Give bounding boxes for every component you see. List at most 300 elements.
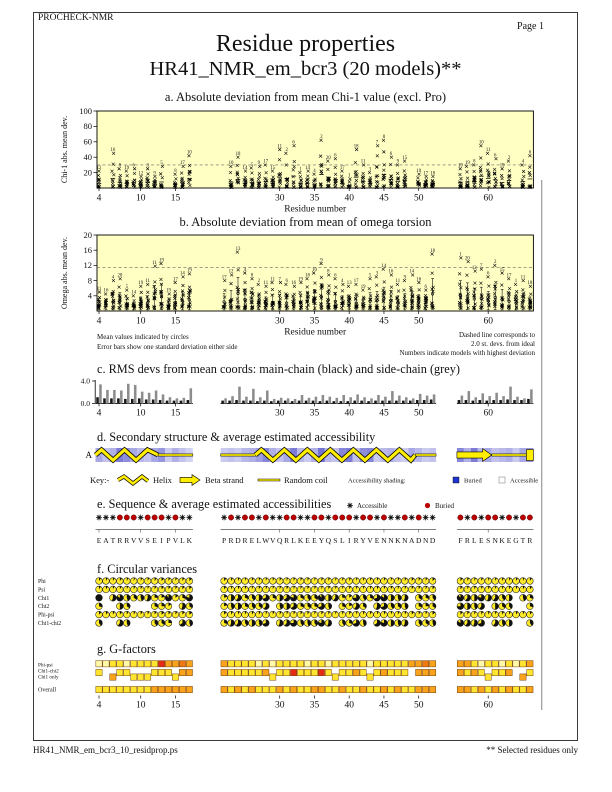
rms-bars-res49 [409, 398, 415, 403]
max-model-number: 19 [124, 165, 130, 171]
buried-symbol-res50 [416, 515, 421, 520]
max-model-number: 17 [423, 171, 429, 177]
sequence-letter-res61: N [492, 536, 498, 545]
max-model-number: 8 [382, 135, 386, 141]
rms-bars-res24 [235, 387, 241, 404]
cv-circles-res4 [96, 578, 103, 627]
cv-circles-res35 [311, 578, 318, 627]
g-squares-res5 [103, 661, 109, 693]
rms-bars-res6 [110, 390, 116, 403]
max-model-number: 18 [305, 273, 310, 279]
g-squares-res66 [527, 661, 533, 693]
max-model-number: 16 [388, 269, 394, 275]
accessible-symbol-res10 [138, 515, 144, 521]
random-coil [158, 454, 193, 456]
sequence-letter-res4: E [96, 536, 102, 545]
svg-text:60: 60 [483, 700, 493, 711]
key-shading-label: Accessibility shading: [348, 477, 406, 485]
cv-circles-res56 [457, 578, 464, 627]
max-model-number: 11 [270, 277, 276, 283]
rms-bars-res59 [479, 393, 485, 403]
buried-symbol-res31 [284, 515, 289, 520]
max-model-number: 19 [159, 258, 164, 264]
max-model-number: 3 [146, 163, 149, 169]
g-squares-res42 [360, 661, 366, 693]
buried-symbol-res7 [117, 515, 122, 520]
accessible-symbol-res47 [395, 515, 401, 521]
rms-bars-res28 [263, 391, 269, 404]
rms-bars-res29 [270, 399, 276, 403]
accessible-symbol-res6 [110, 515, 116, 521]
max-model-number: 6 [334, 273, 337, 279]
sequence-letter-res9: V [131, 536, 137, 545]
g-squares-res38 [332, 661, 338, 693]
g-squares-res46 [388, 661, 394, 693]
svg-text:4: 4 [96, 700, 102, 711]
max-model-number: 4 [243, 267, 247, 273]
svg-text:50: 50 [413, 316, 424, 327]
accessible-symbol-res37 [325, 515, 331, 521]
accessible-symbol-res24 [235, 515, 241, 521]
g-row-label-chi1chi2: Chi1-chi2 [38, 668, 59, 675]
max-model-number: 3 [375, 271, 379, 277]
max-model-number: 17 [221, 275, 227, 281]
g-row-label-chi1only: Chi1 only [38, 674, 59, 681]
accessible-symbol-res5 [103, 515, 109, 521]
svg-text:30: 30 [274, 700, 285, 711]
rms-bars-res11 [145, 393, 151, 404]
cv-row-label-psi: Psi [38, 587, 46, 594]
sequence-letter-res64: G [513, 536, 519, 545]
cv-circles-res44 [374, 578, 381, 627]
max-model-number: 20 [117, 273, 123, 279]
g-squares-res62 [499, 661, 505, 693]
accessible-symbol-res33 [298, 515, 304, 521]
max-model-number: 6 [389, 152, 393, 157]
rms-bars-res9 [131, 385, 137, 403]
g-squares-res15 [172, 661, 178, 693]
rms-bars-res43 [367, 398, 373, 403]
svg-text:30: 30 [274, 193, 285, 204]
cv-row-label-chi12: Chi1-chi2 [38, 621, 62, 627]
max-model-number: 1 [299, 167, 302, 173]
svg-text:40: 40 [344, 193, 354, 204]
buried-symbol-res66 [527, 515, 532, 520]
max-model-number: 16 [291, 281, 296, 287]
sequence-letter-res44: E [374, 536, 380, 545]
x-axis-label: Residue number [284, 327, 347, 338]
svg-text:12: 12 [83, 260, 92, 271]
rms-bars-res44 [374, 395, 380, 403]
cv-circles-res48 [401, 578, 408, 627]
accessible-symbol-res16 [180, 515, 186, 521]
g-row-label-phipsi: Phi-psi [38, 662, 53, 669]
max-model-number: 11 [277, 144, 283, 150]
sequence-letter-res42: Y [360, 536, 366, 545]
max-model-number: 10 [478, 140, 484, 146]
buried-symbol-res45 [381, 515, 386, 520]
sequence-letter-res38: S [333, 536, 338, 545]
sequence-letter-res35: E [312, 536, 317, 545]
plot-b-note-dashed-2: 2.0 st. devs. from ideal [471, 340, 535, 348]
sequence-letter-res48: N [402, 536, 408, 545]
max-model-number: 12 [471, 265, 477, 271]
sequence-letter-res22: P [222, 536, 227, 545]
g-squares-res12 [151, 661, 157, 693]
buried-symbol-res58 [472, 515, 477, 520]
accessible-symbol-res49 [409, 515, 415, 521]
cv-circles-res17 [186, 578, 193, 627]
max-model-number: 1 [459, 252, 462, 258]
beta-strand [526, 450, 533, 461]
rms-bars-res34 [305, 398, 311, 404]
plot-b-note-dashed-1: Dashed line corresponds to [458, 331, 535, 339]
buried-symbol-res60 [486, 515, 491, 520]
svg-text:4: 4 [96, 316, 102, 327]
max-model-number: 7 [480, 264, 483, 269]
g-squares-res4 [96, 661, 102, 693]
g-squares-res9 [131, 661, 137, 693]
cv-circles-res10 [137, 578, 144, 618]
sequence-letter-res11: S [145, 536, 150, 545]
g-squares-res60 [485, 661, 491, 693]
sequence-letter-res52: D [429, 536, 436, 545]
buried-symbol-res42 [360, 515, 365, 520]
cv-circles-res30 [276, 578, 283, 627]
random-coil [492, 454, 527, 456]
max-model-number: 12 [96, 165, 102, 171]
page-subtitle: HR41_NMR_em_bcr3 (20 models)** [149, 58, 462, 80]
cv-circles-res61 [492, 578, 499, 627]
sequence-letter-res16: L [180, 536, 185, 545]
rms-bars-res65 [520, 398, 526, 403]
buried-symbol-res40 [347, 515, 352, 520]
sequence-letter-res17: K [186, 536, 193, 545]
rms-bars-res14 [166, 397, 172, 403]
svg-text:35: 35 [309, 700, 320, 711]
rms-bars-res62 [499, 396, 504, 403]
max-model-number: 2 [320, 135, 323, 141]
cv-circles-res7 [117, 578, 124, 627]
max-model-number: 16 [416, 277, 422, 283]
rms-bars-res61 [492, 393, 498, 404]
rms-bars-res15 [173, 398, 179, 403]
gfactors-section [38, 661, 533, 711]
plot-b-note-numbers: Numbers indicate models with highest deviation [399, 349, 535, 357]
y-axis-label: Chi-1 abs. mean dev. [60, 115, 69, 184]
max-model-number: 17 [506, 273, 512, 279]
max-model-number: 18 [235, 152, 241, 157]
accessible-symbol-res4 [96, 515, 102, 521]
max-model-number: 13 [235, 246, 241, 252]
max-model-number: 5 [125, 284, 129, 290]
max-model-number: 6 [493, 153, 497, 159]
sequence-letter-res8: R [124, 536, 130, 545]
cv-circles-res57 [464, 578, 471, 627]
random-coil-key-icon [258, 479, 280, 481]
cv-circles-res40 [346, 578, 353, 627]
sequence-letter-res65: T [520, 536, 526, 545]
cv-circles-res66 [527, 578, 534, 627]
svg-text:60: 60 [483, 408, 493, 419]
cv-circles-res37 [325, 578, 332, 627]
cv-circles-res52 [429, 578, 436, 627]
g-squares-res34 [304, 661, 310, 693]
sequence-letter-res34: E [305, 536, 310, 545]
legend-accessible-label: Accessible [357, 502, 388, 510]
g-squares-res40 [346, 661, 352, 693]
max-model-number: 8 [473, 159, 476, 165]
sequence-letter-res40: I [347, 536, 351, 545]
svg-text:40: 40 [344, 316, 354, 327]
rms-bars-res10 [138, 392, 144, 404]
cv-circles-res65 [520, 578, 527, 618]
svg-text:4: 4 [96, 408, 102, 419]
g-squares-res58 [471, 661, 477, 693]
cv-circles-res16 [179, 578, 186, 627]
rms-bars-res48 [402, 397, 408, 403]
max-model-number: 14 [381, 264, 387, 269]
max-model-number: 4 [111, 275, 115, 281]
max-model-number: 2 [285, 148, 288, 154]
accessible-symbol-res44 [374, 515, 380, 521]
max-model-number: 10 [312, 267, 317, 273]
rms-bars-res25 [242, 397, 248, 404]
buried-symbol-res11 [145, 515, 150, 520]
accessible-symbol-res30 [277, 515, 283, 521]
svg-text:10: 10 [135, 193, 146, 204]
g-squares-res31 [284, 661, 290, 693]
g-squares-res51 [423, 661, 429, 693]
cv-circles-res29 [269, 578, 276, 618]
rms-bars-res40 [346, 397, 351, 403]
sequence-letter-res6: T [110, 536, 116, 545]
g-squares-res17 [186, 661, 192, 693]
rms-bars-res36 [319, 395, 325, 403]
max-model-number: 13 [346, 281, 352, 287]
max-model-number: 17 [173, 277, 178, 283]
max-model-number: 2 [257, 279, 261, 285]
cv-circles-res33 [297, 578, 304, 627]
svg-text:10: 10 [135, 408, 146, 419]
rms-bars-res23 [228, 396, 234, 403]
max-model-number: 9 [257, 161, 261, 167]
rms-bars-res7 [117, 391, 123, 404]
max-model-number: 14 [409, 269, 415, 275]
max-model-number: 4 [313, 168, 316, 174]
max-model-number: 10 [228, 161, 234, 167]
sequence-letter-res10: V [137, 536, 144, 545]
y-axis-label: Omega abs. mean dev. [60, 236, 69, 310]
sequence-letter-res49: A [409, 536, 415, 545]
max-model-number: 18 [353, 144, 359, 150]
sequence-letter-res57: R [464, 536, 470, 545]
accessible-symbol-res52 [430, 515, 436, 521]
section-c-title: c. RMS devs from mean coords: main-chain (black) and side-chain (grey) [97, 362, 460, 376]
random-coil [415, 454, 436, 456]
accessible-symbol-res17 [186, 515, 192, 521]
svg-text:45: 45 [379, 408, 389, 419]
chart-rms-dev [81, 377, 534, 419]
rms-bars-res8 [124, 384, 130, 404]
g-squares-res64 [513, 661, 519, 693]
buried-symbol-res63 [506, 515, 511, 520]
accessible-symbol-res59 [478, 515, 484, 521]
svg-text:40: 40 [83, 152, 92, 162]
sequence-letter-res7: R [117, 536, 123, 545]
cv-circles-res64 [513, 578, 520, 618]
rms-bars-res52 [430, 394, 435, 403]
svg-text:30: 30 [274, 408, 285, 419]
g-squares-res52 [429, 661, 435, 693]
buried-symbol-res48 [402, 515, 407, 520]
g-squares-res41 [353, 661, 359, 693]
g-squares-res57 [464, 661, 470, 693]
section-e-title: e. Sequence & average estimated accessibilities [97, 497, 332, 511]
rms-bars-res22 [221, 398, 227, 403]
accessible-key-swatch [499, 477, 505, 483]
max-model-number: 19 [464, 161, 470, 167]
sequence-letter-res37: Q [325, 536, 332, 545]
max-model-number: 6 [334, 153, 337, 159]
cv-circles-res43 [367, 578, 374, 618]
sequence-letter-res30: Q [276, 536, 283, 545]
buried-symbol-res36 [319, 515, 324, 520]
max-model-number: 14 [131, 290, 137, 296]
max-model-number: 5 [250, 162, 254, 168]
random-coil [221, 454, 256, 456]
max-model-number: 14 [305, 165, 310, 171]
svg-text:4: 4 [87, 290, 92, 301]
sequence-letter-res46: N [388, 536, 394, 545]
cv-circles-res62 [499, 578, 506, 627]
section-b-title: b. Absolute deviation from mean of omega torsion [179, 215, 432, 229]
max-model-number: 11 [145, 279, 150, 285]
rms-bars-res27 [256, 397, 261, 403]
g-squares-res59 [478, 661, 484, 693]
section-f-title: f. Circular variances [97, 562, 198, 576]
max-model-number: 5 [160, 161, 163, 167]
buried-symbol-res35 [312, 515, 317, 520]
cv-circles-res6 [110, 578, 117, 618]
sequence-letter-res47: K [395, 536, 401, 545]
cv-circles-res49 [408, 578, 415, 618]
g-squares-res24 [235, 661, 241, 693]
rms-bars-res47 [395, 396, 400, 404]
accessible-symbol-res64 [513, 515, 519, 521]
g-squares-res11 [145, 661, 151, 693]
cv-circles-res34 [304, 578, 311, 627]
g-squares-res49 [409, 661, 415, 693]
cv-circles-res12 [151, 578, 158, 627]
rms-bars-res13 [159, 394, 165, 403]
sequence-letter-res43: V [367, 536, 373, 545]
rms-bars-res33 [298, 395, 304, 403]
rms-bars-res5 [103, 390, 109, 403]
g-squares-res63 [506, 661, 512, 693]
svg-text:45: 45 [379, 700, 389, 711]
max-model-number: 15 [402, 155, 408, 161]
circular-variances-section [38, 578, 533, 627]
max-model-number: 17 [353, 279, 359, 285]
sequence-letter-res36: Y [318, 536, 325, 545]
cv-circles-res50 [415, 578, 422, 627]
cv-circles-res46 [388, 578, 395, 627]
max-model-number: 10 [186, 150, 192, 156]
sequence-letter-res29: V [270, 536, 276, 545]
svg-text:15: 15 [170, 700, 181, 711]
max-model-number: 7 [278, 277, 281, 283]
cv-row-label-phi: Phi [38, 579, 46, 585]
g-squares-res13 [158, 661, 164, 693]
sequence-letter-res41: R [353, 536, 359, 545]
accessible-symbol-res22 [221, 515, 227, 521]
cv-circles-res42 [360, 578, 367, 627]
cv-circles-res9 [130, 578, 137, 618]
cv-circles-res59 [478, 578, 485, 627]
rms-bars-res12 [152, 391, 158, 404]
accessible-symbol-res29 [270, 515, 276, 521]
sequence-letter-res62: K [499, 536, 505, 545]
buried-symbol-res8 [124, 515, 129, 520]
cv-circles-res26 [249, 578, 256, 627]
cv-circles-res38 [332, 578, 339, 618]
svg-text:60: 60 [483, 316, 493, 327]
sequence-letter-res66: R [527, 536, 533, 545]
key-accessible-label: Accessible [510, 477, 539, 485]
svg-text:10: 10 [135, 700, 146, 711]
accessible-symbol-res46 [388, 515, 394, 521]
max-model-number: 1 [347, 173, 351, 179]
svg-text:20: 20 [83, 167, 92, 178]
cv-circles-res39 [339, 578, 346, 627]
svg-text:80: 80 [83, 121, 92, 132]
footer-selected-note: ** Selected residues only [486, 745, 578, 755]
svg-text:16: 16 [83, 245, 92, 255]
chart-omega_deviation [60, 230, 533, 338]
max-model-number: 12 [138, 171, 144, 177]
rms-bars-res16 [180, 398, 186, 404]
buried-symbol-res56 [458, 515, 463, 520]
g-squares-res45 [381, 661, 387, 693]
g-squares-res56 [457, 661, 463, 693]
svg-text:35: 35 [309, 193, 320, 204]
cv-circles-res28 [262, 578, 269, 627]
sequence-letter-res13: I [160, 536, 163, 545]
sequence-letter-res5: A [103, 536, 109, 545]
g-squares-res32 [290, 661, 296, 693]
cv-circles-res15 [172, 578, 179, 618]
max-model-number: 9 [403, 275, 407, 281]
cv-circles-res60 [485, 578, 492, 618]
rms-bars-res35 [312, 397, 317, 404]
svg-text:35: 35 [309, 408, 320, 419]
rms-bars-res45 [381, 397, 386, 404]
max-model-number: 6 [292, 140, 295, 146]
cv-circles-res32 [290, 578, 297, 627]
max-model-number: 16 [110, 148, 116, 154]
g-squares-res50 [416, 661, 422, 693]
cv-circles-res11 [144, 578, 151, 618]
accessible-symbol-res62 [499, 515, 505, 521]
buried-symbol-res23 [228, 515, 233, 520]
svg-text:30: 30 [274, 316, 285, 327]
key-coil-label: Random coil [284, 475, 328, 485]
max-model-number: 11 [485, 148, 491, 154]
max-model-number: 6 [528, 150, 532, 156]
svg-text:100: 100 [79, 105, 92, 116]
cv-row-label-phipsi: Phi-psi [38, 612, 55, 619]
